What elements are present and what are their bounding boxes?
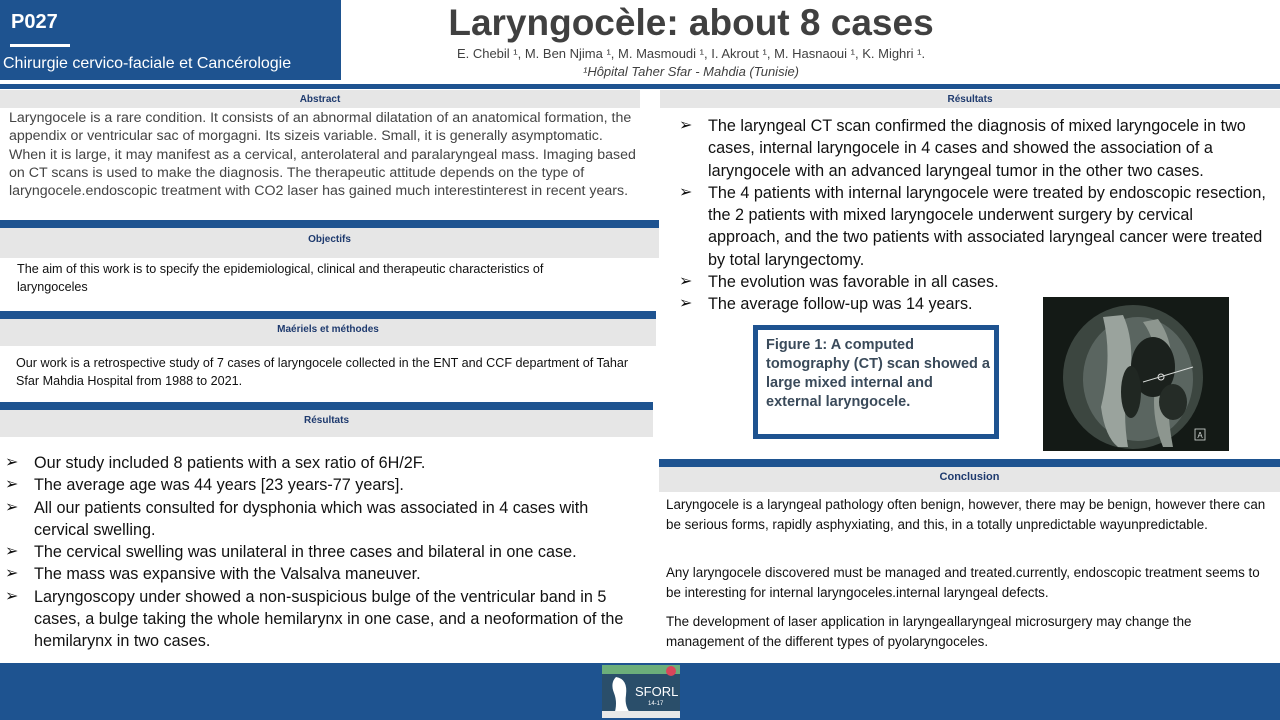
results-left-bar	[0, 402, 653, 410]
list-item: ➢ The average follow-up was 14 years.	[679, 293, 1269, 315]
code-underline	[10, 44, 70, 47]
results-right-heading: Résultats	[660, 90, 1280, 108]
list-item: ➢ The laryngeal CT scan confirmed the diagnosis of mixed laryngocele in two cases, internal laryngocele in 4 cases and showed the association of a laryngocele with an advanced laryngeal tumor in the other two cases.	[679, 117, 1246, 180]
abstract-text: Laryngocele is a rare condition. It consists of an abnormal dilatation of an anatomical formation, the appendix or ventricular sac of morgagni. Its sizeis variable. Small, it is generally asymptomatic. When it is large, it may manifest as a cervical, anterolateral and paralaryngeal mass. Imaging based on CT scans is used to make the diagnosis. The therapeutic attitude depends on the type of laryngocele.endoscopic treatment with CO2 laser has gained much interestinterest in recent years.	[9, 110, 636, 200]
conclusion-paragraph-2: Any laryngocele discovered must be managed and treated.currently, endoscopic treatment seems to be interesting for internal laryngoceles.internal laryngeal defects.	[666, 565, 1260, 600]
poster-code: P027	[11, 11, 58, 33]
arrow-bullet-icon: ➢	[5, 543, 19, 561]
arrow-bullet-icon: ➢	[679, 295, 693, 313]
arrow-bullet-icon: ➢	[679, 273, 693, 291]
list-item: ➢ All our patients consulted for dysphonia which was associated in 4 cases with cervical swelling.	[5, 498, 589, 539]
logo-dates: 14-17	[648, 701, 664, 707]
arrow-bullet-icon: ➢	[5, 476, 19, 494]
methods-heading: Maériels et méthodes	[0, 319, 656, 346]
objectives-text: The aim of this work is to specify the epidemiological, clinical and therapeutic characteristics of laryngoceles	[17, 262, 544, 294]
arrow-bullet-icon: ➢	[5, 587, 19, 605]
authors-line: E. Chebil ¹, M. Ben Njima ¹, M. Masmoudi ¹, I. Akrout ¹, M. Hasnaoui ¹, K. Mighri ¹.	[456, 46, 926, 61]
arrow-bullet-icon: ➢	[5, 454, 19, 471]
conclusion-paragraph-1: Laryngocele is a laryngeal pathology often benign, however, there may be benign, however there can be serious forms, rapidly asphyxiating, and this, in a totally unpredictable wayunpredictable.	[666, 497, 1266, 532]
list-item: ➢ The average age was 44 years [23 years-77 years].	[5, 474, 625, 496]
list-item: ➢ Our study included 8 patients with a sex ratio of 6H/2F.	[5, 452, 625, 474]
ct-scan-image	[1043, 297, 1229, 451]
list-item: ➢ The cervical swelling was unilateral in three cases and bilateral in one case.	[5, 541, 625, 563]
logo-text: SFORL	[635, 684, 679, 699]
list-item: ➢ The evolution was favorable in all cases.	[679, 271, 1269, 293]
results-left-list	[5, 452, 625, 653]
list-item: ➢ The mass was expansive with the Valsalva maneuver.	[5, 563, 625, 585]
abstract-heading: Abstract	[0, 90, 640, 108]
conclusion-paragraph-3: The development of laser application in laryngeallaryngeal microsurgery may change the management of the different types of pyolaryngoceles.	[666, 614, 1192, 649]
arrow-bullet-icon: ➢	[5, 565, 19, 583]
affiliation-line: ¹Hôpital Taher Sfar - Mahdia (Tunisie)	[582, 64, 800, 79]
image-label: A	[1197, 431, 1203, 440]
methods-bar	[0, 311, 656, 319]
results-left-heading: Résultats	[0, 410, 653, 437]
conclusion-heading: Conclusion	[659, 467, 1280, 492]
sforl-logo	[602, 665, 680, 718]
arrow-bullet-icon: ➢	[5, 498, 19, 516]
objectives-bar	[0, 220, 659, 228]
department-label: Chirurgie cervico-faciale et Cancérologie	[3, 55, 292, 72]
header-divider	[0, 84, 1280, 89]
figure-caption: Figure 1: A computed tomography (CT) scan showed a large mixed internal and external laryngocele.	[766, 337, 990, 410]
poster-title: Laryngocèle: about 8 cases	[448, 2, 934, 43]
figure-caption-box	[753, 325, 999, 439]
list-item: ➢ Laryngoscopy under showed a non-suspicious bulge of the ventricular band in 5 cases, a bulge taking the whole hemilarynx in one case, and a neoformation of the hemilarynx in two cases.	[5, 587, 624, 651]
methods-text: Our work is a retrospective study of 7 cases of laryngocele collected in the ENT and CCF department of Tahar Sfar Mahdia Hospital from 1988 to 2021.	[16, 356, 629, 388]
poster-code-box	[0, 0, 341, 80]
arrow-bullet-icon: ➢	[679, 117, 693, 134]
results-right-list	[679, 115, 1269, 316]
arrow-bullet-icon: ➢	[679, 183, 693, 201]
conclusion-bar	[659, 459, 1280, 467]
objectives-heading: Objectifs	[0, 228, 659, 258]
list-item: ➢ The 4 patients with internal laryngocele were treated by endoscopic resection, the 2 patients with mixed laryngocele underwent surgery by cervical approach, and the two patients with associated laryngeal cancer were treated by total laryngectomy.	[679, 183, 1266, 269]
